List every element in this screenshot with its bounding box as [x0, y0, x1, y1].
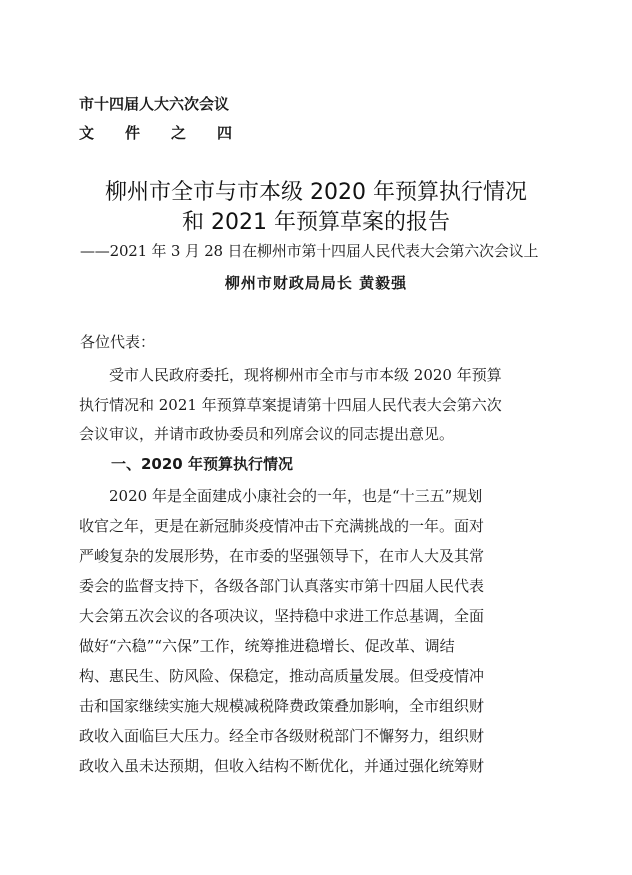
intro-line: 执行情况和 2021 年预算草案提请第十四届人民代表大会第六次 — [79, 396, 502, 414]
body-line: 大会第五次会议的各项决议，坚持稳中求进工作总基调，全面 — [79, 607, 485, 625]
body-line: 严峻复杂的发展形势，在市委的坚强领导下，在市人大及其常 — [79, 547, 485, 565]
body-line: 构、惠民生、防风险、保稳定，推动高质量发展。但受疫情冲 — [79, 667, 485, 685]
body-line: 2020 年是全面建成小康社会的一年，也是“十三五”规划 — [79, 487, 483, 505]
report-subtitle: ——2021 年 3 月 28 日在柳州市第十四届人民代表大会第六次会议上 — [80, 242, 539, 260]
body-line: 政收入面临巨大压力。经全市各级财税部门不懈努力，组织财 — [79, 727, 485, 745]
body-line: 击和国家继续实施大规模减税降费政策叠加影响，全市组织财 — [79, 697, 485, 715]
body-line: 政收入虽未达预期，但收入结构不断优化，并通过强化统筹财 — [79, 757, 485, 775]
body-line: 做好“六稳”“六保”工作，统筹推进稳增长、促改革、调结 — [79, 637, 455, 655]
meeting-name: 市十四届人大六次会议 — [79, 95, 230, 113]
intro-line: 会议审议，并请市政协委员和列席会议的同志提出意见。 — [79, 425, 455, 443]
intro-line: 受市人民政府委托，现将柳州市全市与市本级 2020 年预算 — [79, 366, 502, 384]
body-line: 委会的监督支持下，各级各部门认真落实市第十四届人民代表 — [79, 577, 485, 595]
section-heading: 一、2020 年预算执行情况 — [111, 455, 293, 473]
report-author: 柳州市财政局局长 黄毅强 — [224, 274, 408, 292]
greeting: 各位代表： — [80, 333, 156, 351]
report-title-line-2: 和 2021 年预算草案的报告 — [182, 210, 450, 235]
document-number: 文件之四 — [79, 124, 264, 142]
body-line: 收官之年，更是在新冠肺炎疫情冲击下充满挑战的一年。面对 — [79, 517, 485, 535]
report-title-line-1: 柳州市全市与市本级 2020 年预算执行情况 — [105, 180, 527, 205]
